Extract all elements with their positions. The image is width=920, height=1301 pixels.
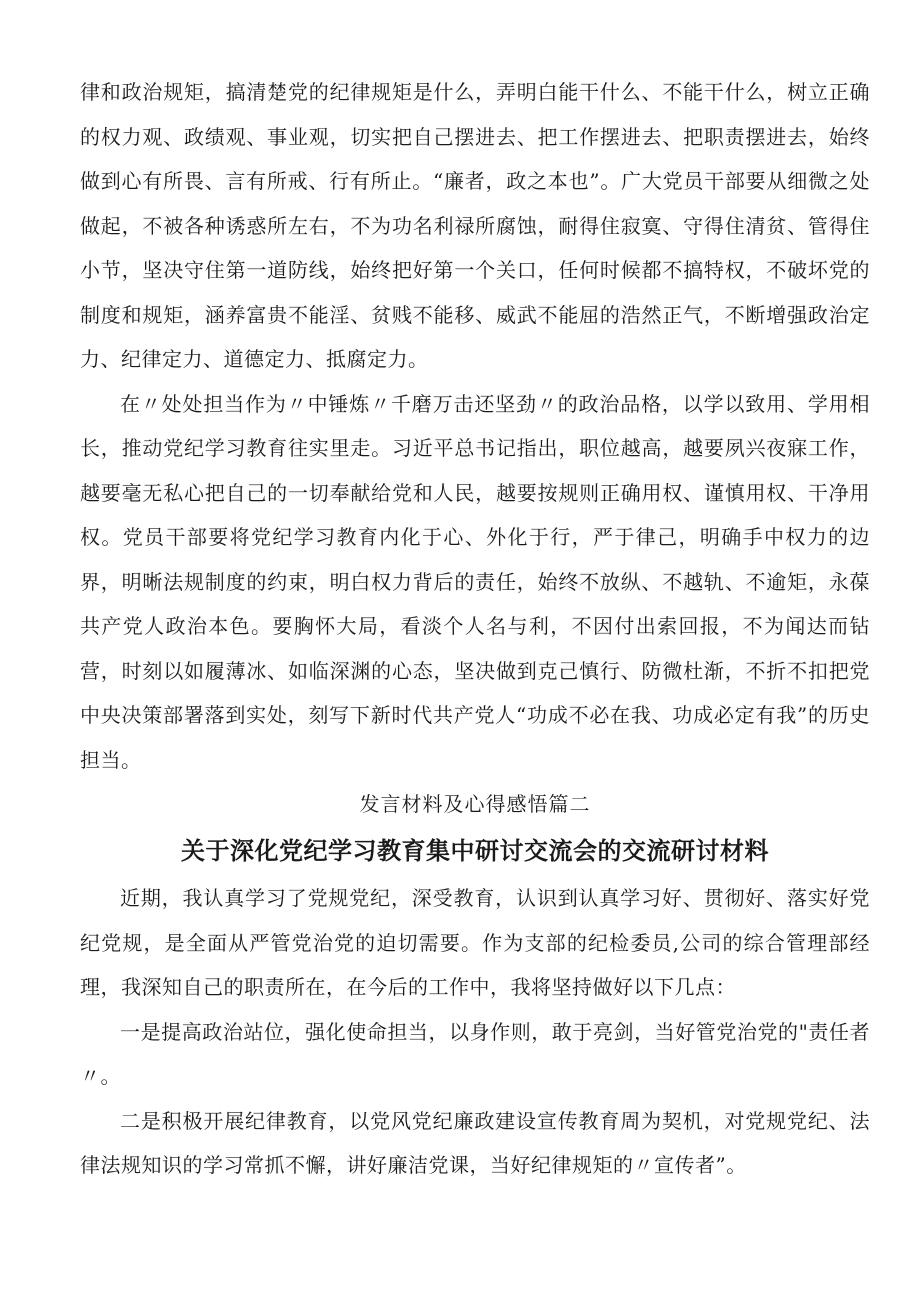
body-paragraph: 在〃处处担当作为〃中锤炼〃千磨万击还坚劲〃的政治品格，以学以致用、学用相长，推动党纪学习教育往实里走。习近平总书记指出，职位越高，越要夙兴夜寐工作，越要毫无私心把自己的一切奉献给党和人民，越要按规则正确用权、谨慎用权、干净用权。党员干部要将党纪学习教育内化于心、外化于行，严于律己，明确手中权力的边界，明晰法规制度的约束，明白权力背后的责任，始终不放纵、不越轨、不逾矩，永葆共产党人政治本色。要胸怀大局，看淡个人名与利，不因付出索回报，不为闻达而钻营，时刻以如履薄冰、如临深渊的心态，坚决做到克己慎行、防微杜渐，不折不扣把党中央决策部署落到实处，刻写下新时代共产党人“功成不必在我、功成必定有我”的历史担当。 <box>80 391 870 772</box>
section-title: 关于深化党纪学习教育集中研讨交流会的交流研讨材料 <box>181 837 769 865</box>
document-page <box>80 70 870 1188</box>
body-paragraph: 二是积极开展纪律教育，以党风党纪廉政建设宣传教育周为契机，对党规党纪、法律法规知识的学习常抓不懈，讲好廉洁党课，当好纪律规矩的〃宣传者”。 <box>80 1108 870 1177</box>
body-paragraph: 近期，我认真学习了党规党纪，深受教育，认识到认真学习好、贯彻好、落实好党纪党规，是全面从严管党治党的迫切需要。作为支部的纪检委员,公司的综合管理部经理，我深知自己的职责所在，在今后的工作中，我将坚持做好以下几点： <box>80 886 870 999</box>
body-paragraph-continued: 律和政治规矩，搞清楚党的纪律规矩是什么，弄明白能干什么、不能干什么，树立正确的权力观、政绩观、事业观，切实把自己摆进去、把工作摆进去、把职责摆进去，始终做到心有所畏、言有所戒、行有所止。“廉者，政之本也”。广大党员干部要从细微之处做起，不被各种诱惑所左右，不为功名利禄所腐蚀，耐得住寂寞、守得住清贫、管得住小节，坚决守住第一道防线，始终把好第一个关口，任何时候都不搞特权，不破坏党的制度和规矩，涵养富贵不能淫、贫贱不能移、威武不能屈的浩然正气，不断增强政治定力、纪律定力、道德定力、抵腐定力。 <box>80 80 870 371</box>
section-subtitle: 发言材料及心得感悟篇二 <box>359 792 591 816</box>
body-paragraph: 一是提高政治站位，强化使命担当，以身作则，敢于亮剑，当好管党治党的"责任者〃。 <box>80 1019 870 1088</box>
